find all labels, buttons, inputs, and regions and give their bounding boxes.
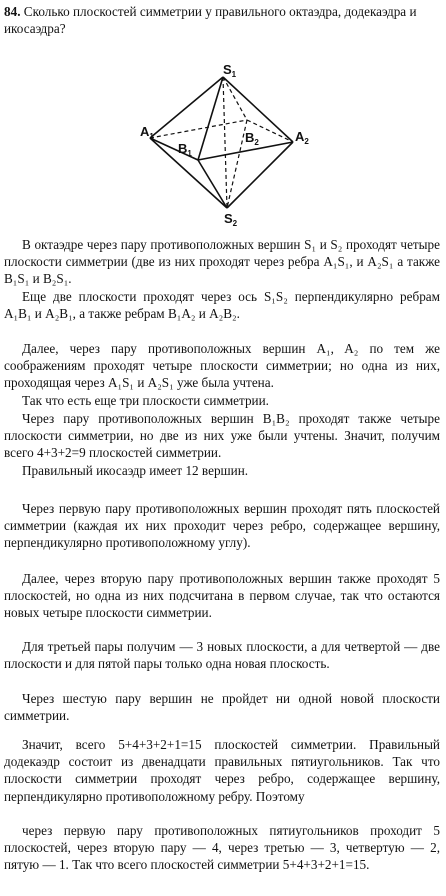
label-b2: $B_2$ xyxy=(245,130,259,147)
paragraph-4: Так что есть еще три плоскости симметрии. xyxy=(22,393,269,408)
label-a1: $A_1$ xyxy=(140,124,154,141)
paragraph-9: Для третьей пары получим — 3 новых плоскости, а для четвертой — две плоскости и для пятой пары только одна новая плоскость. xyxy=(4,639,440,672)
octahedron-diagram xyxy=(135,50,310,230)
paragraph-2: Еще две плоскости проходят через ось S₁S₂ перпендикулярно ребрам A₁B₁ и A₂B₁, а также ребрам B₁A₂ и A₂B₂. xyxy=(4,289,440,322)
edge-b2-s2 xyxy=(227,120,247,208)
edge-a1-b2 xyxy=(150,120,247,138)
edge-s1-a1 xyxy=(150,77,223,138)
paragraph-8: Далее, через вторую пару противоположных вершин также проходят 5 плоскостей, но одна из них подсчитана в первом случае, так что остаются новых четыре плоскости симметрии. xyxy=(4,571,440,621)
label-s2: $S_2$ xyxy=(224,211,238,228)
label-s1: $S_1$ xyxy=(223,62,237,79)
problem-number: 84. xyxy=(4,4,21,19)
paragraph-12: через первую пару противоположных пятиугольников проходит 5 плоскостей, через вторую пару — 4, через третью — 3, четвертую — 2, пятую — 1. Так что всего плоскостей симметрии 5+4+3+2+1=15. xyxy=(4,823,440,873)
paragraph-5: Через пару противоположных вершин B₁B₂ проходят также четыре плоскости симметрии, но две из них уже были учтены. Значит, получим всего 4+3+2=9 плоскостей симметрии. xyxy=(4,411,440,461)
edge-s1-b2 xyxy=(223,77,247,120)
octahedron-figure xyxy=(135,50,310,230)
paragraph-1: В октаэдре через пару противоположных вершин S₁ и S₂ проходят четыре плоскости симметрии (две из них проходят через ребра A₁S₁, и A₂S₁ а также B₁S₁ и B₂S₁. xyxy=(4,237,440,287)
label-a2: $A_2$ xyxy=(295,129,309,146)
problem-text: Сколько плоскостей симметрии у правильного октаэдра, додекаэдра и икосаэдра? xyxy=(4,4,417,36)
edge-s1-b1 xyxy=(198,77,223,160)
edge-s1-a2 xyxy=(223,77,293,142)
paragraph-10: Через шестую пару вершин не пройдет ни одной новой плоскости симметрии. xyxy=(4,691,440,724)
paragraph-7: Через первую пару противоположных вершин проходят пять плоскостей симметрии (каждая их них проходит через ребро, содержащее вершину, перпендикулярно противоположному углу). xyxy=(4,501,440,551)
paragraph-6: Правильный икосаэдр имеет 12 вершин. xyxy=(22,463,249,478)
axis-s1-s2 xyxy=(223,77,227,208)
paragraph-11: Значит, всего 5+4+3+2+1=15 плоскостей симметрии. Правильный додекаэдр состоит из двенадцати правильных пятиугольников. Так что плоскости симметрии проходят через ребро, содержащее вершину, перпендикулярно противоположному ребру. Поэтому xyxy=(4,737,440,804)
paragraph-3: Далее, через пару противоположных вершин A₁, A₂ по тем же соображениям проходят четыре плоскости симметрии; но одна из них, проходящая через A₁S₁ и A₂S₁ уже была учтена. xyxy=(4,341,440,391)
problem-statement xyxy=(4,3,440,37)
edge-b1-s2 xyxy=(198,160,227,208)
label-b1: $B_1$ xyxy=(178,141,192,158)
